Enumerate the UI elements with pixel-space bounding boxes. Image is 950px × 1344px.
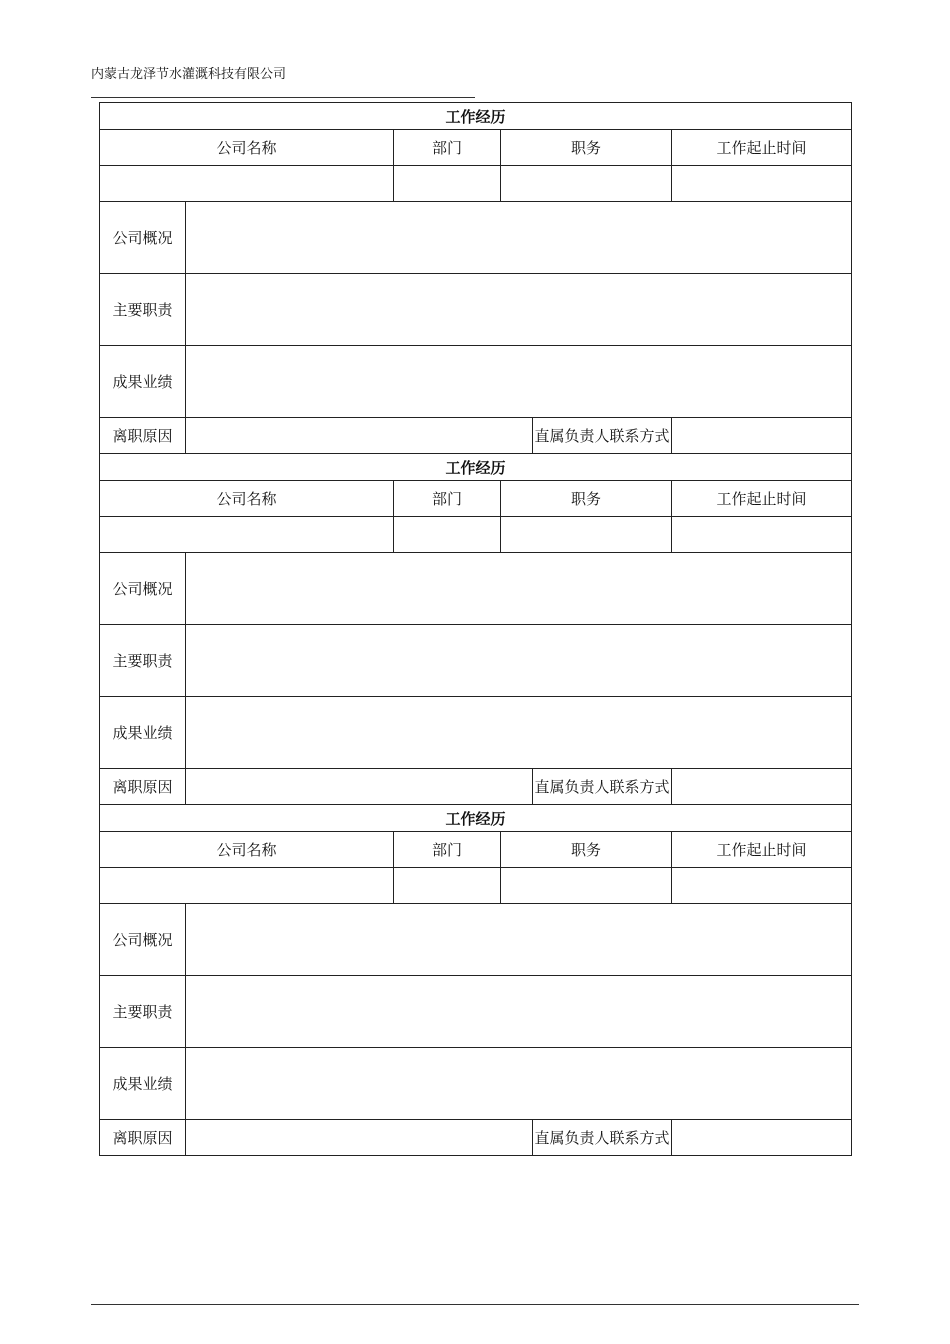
leave-reason-label: 离职原因 — [100, 1120, 186, 1156]
company-name-field[interactable] — [100, 166, 394, 202]
main-duties-row — [100, 976, 852, 1048]
main-duties-row — [100, 625, 852, 697]
supervisor-contact-label: 直属负责人联系方式 — [533, 769, 672, 805]
main-duties-field[interactable] — [186, 625, 852, 697]
company-overview-field[interactable] — [186, 553, 852, 625]
achievements-row — [100, 697, 852, 769]
column-header-row — [100, 481, 852, 517]
section-title-row — [100, 454, 852, 481]
achievements-field[interactable] — [186, 1048, 852, 1120]
column-company-name: 公司名称 — [100, 832, 394, 868]
achievements-label: 成果业绩 — [100, 346, 186, 418]
footer-divider — [91, 1304, 859, 1305]
supervisor-contact-field[interactable] — [672, 769, 852, 805]
employment-period-field[interactable] — [672, 868, 852, 904]
achievements-row — [100, 1048, 852, 1120]
company-name-field[interactable] — [100, 517, 394, 553]
company-overview-row — [100, 553, 852, 625]
leave-reason-label: 离职原因 — [100, 418, 186, 454]
main-duties-label: 主要职责 — [100, 976, 186, 1048]
employment-period-field[interactable] — [672, 166, 852, 202]
main-duties-label: 主要职责 — [100, 274, 186, 346]
column-position: 职务 — [501, 130, 672, 166]
company-overview-row — [100, 202, 852, 274]
department-field[interactable] — [394, 868, 501, 904]
main-duties-field[interactable] — [186, 976, 852, 1048]
company-overview-label: 公司概况 — [100, 904, 186, 976]
column-employment-period: 工作起止时间 — [672, 832, 852, 868]
column-position: 职务 — [501, 481, 672, 517]
supervisor-contact-field[interactable] — [672, 1120, 852, 1156]
department-field[interactable] — [394, 517, 501, 553]
position-field[interactable] — [501, 868, 672, 904]
column-department: 部门 — [394, 481, 501, 517]
column-header-row — [100, 832, 852, 868]
company-header: 内蒙古龙泽节水灌溉科技有限公司 — [91, 67, 287, 82]
section-title: 工作经历 — [100, 805, 852, 832]
company-overview-field[interactable] — [186, 904, 852, 976]
main-duties-field[interactable] — [186, 274, 852, 346]
section-title-row — [100, 805, 852, 832]
column-company-name: 公司名称 — [100, 130, 394, 166]
column-company-name: 公司名称 — [100, 481, 394, 517]
supervisor-contact-label: 直属负责人联系方式 — [533, 418, 672, 454]
position-field[interactable] — [501, 517, 672, 553]
section-title-row — [100, 103, 852, 130]
achievements-field[interactable] — [186, 346, 852, 418]
leave-reason-row — [100, 418, 852, 454]
achievements-label: 成果业绩 — [100, 1048, 186, 1120]
column-employment-period: 工作起止时间 — [672, 481, 852, 517]
column-position: 职务 — [501, 832, 672, 868]
leave-reason-row — [100, 769, 852, 805]
work-experience-table — [99, 102, 852, 1156]
main-duties-label: 主要职责 — [100, 625, 186, 697]
department-field[interactable] — [394, 166, 501, 202]
column-header-row — [100, 130, 852, 166]
main-duties-row — [100, 274, 852, 346]
company-overview-label: 公司概况 — [100, 553, 186, 625]
position-field[interactable] — [501, 166, 672, 202]
leave-reason-label: 离职原因 — [100, 769, 186, 805]
section-title: 工作经历 — [100, 454, 852, 481]
company-overview-label: 公司概况 — [100, 202, 186, 274]
leave-reason-field[interactable] — [186, 769, 533, 805]
achievements-row — [100, 346, 852, 418]
header-divider — [91, 97, 475, 98]
entry-row — [100, 868, 852, 904]
section-title: 工作经历 — [100, 103, 852, 130]
supervisor-contact-label: 直属负责人联系方式 — [533, 1120, 672, 1156]
column-department: 部门 — [394, 130, 501, 166]
company-name-field[interactable] — [100, 868, 394, 904]
achievements-field[interactable] — [186, 697, 852, 769]
leave-reason-field[interactable] — [186, 1120, 533, 1156]
employment-period-field[interactable] — [672, 517, 852, 553]
achievements-label: 成果业绩 — [100, 697, 186, 769]
company-overview-field[interactable] — [186, 202, 852, 274]
work-experience-form — [99, 102, 851, 1156]
column-department: 部门 — [394, 832, 501, 868]
column-employment-period: 工作起止时间 — [672, 130, 852, 166]
entry-row — [100, 166, 852, 202]
company-overview-row — [100, 904, 852, 976]
entry-row — [100, 517, 852, 553]
supervisor-contact-field[interactable] — [672, 418, 852, 454]
leave-reason-row — [100, 1120, 852, 1156]
leave-reason-field[interactable] — [186, 418, 533, 454]
